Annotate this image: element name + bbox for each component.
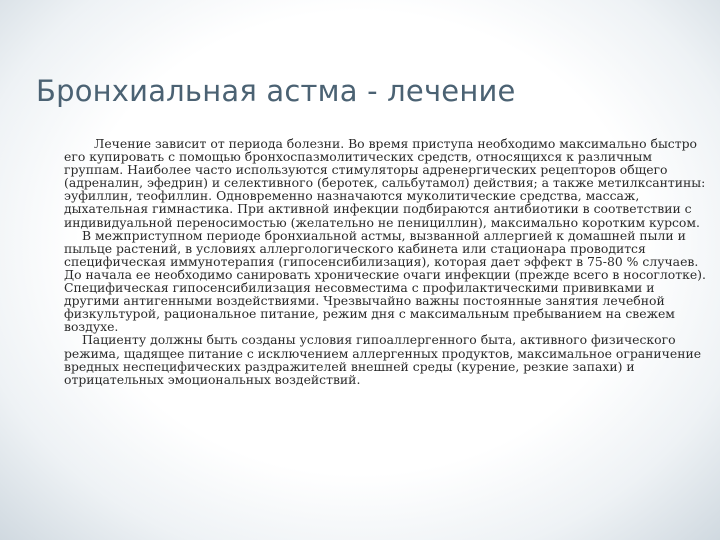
paragraph-treatment: Лечение зависит от периода болезни. Во время приступа необходимо максимально быстро его купировать с помощью бронхоспазмолитических средств, относящихся к различным группам. Наиболее часто используются стимуляторы адренергических рецепторов общего (адреналин, эфедрин) и селективного (беротек, сальбутамол) действия; а также метилксантины: эуфиллин, теофиллин. Одновременно назначаются муколитические средства, массаж, дыхательная гимнастика. При активной инфекции подбираются антибиотики в соответствии с индивидуальной переносимостью (желательно не пенициллин), максимально коротким курсом. xyxy=(64,136,706,230)
slide-title: Бронхиальная астма - лечение xyxy=(36,74,516,108)
paragraph-hypoallergenic-life: Пациенту должны быть созданы условия гипоаллергенного быта, активного физического режима, щадящее питание с исключением аллергенных продуктов, максимальное ограничение вредных неспецифических раздражителей внешней среды (курение, резкие запахи) и отрицательных эмоциональных воздействий. xyxy=(64,332,702,387)
paragraph-interictal-period: В межприступном периоде бронхиальной астмы, вызванной аллергией к домашней пыли и пыльце растений, в условиях аллергологического кабинета или стационара проводится специфическая иммунотерапия (гипосенсибилизация), которая дает эффект в 75-80 % случаев. До начала ее необходимо санировать хронические очаги инфекции (прежде всего в носоглотке). Специфическая гипосенсибилизация несовместима с профилактическими прививками и другими антигенными воздействиями. Чрезвычайно важны постоянные занятия лечебной физкультурой, рациональное питание, режим дня с максимальным пребыванием на свежем воздухе. xyxy=(64,227,706,335)
slide-body xyxy=(64,137,708,386)
